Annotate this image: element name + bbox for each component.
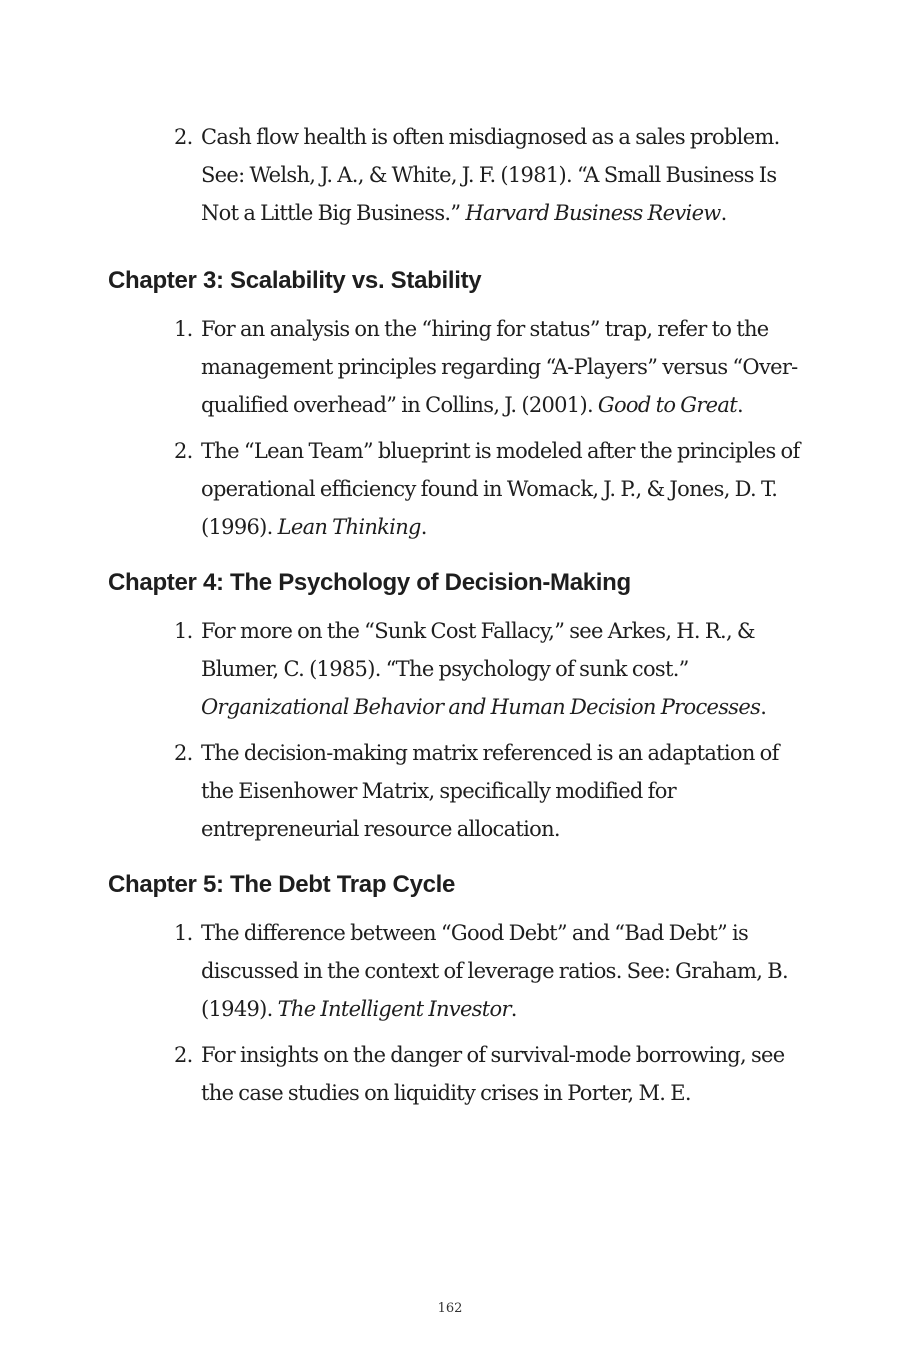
endnote-number: 1.: [174, 619, 193, 643]
chapter-notes-list: [108, 240, 808, 1112]
endnote-number: 2.: [174, 741, 193, 765]
chapter-section: [108, 554, 808, 848]
endnote-text: For insights on the danger of survival-mode borrowing, see the case studies on liquidity crises in Porter, M. E.: [201, 1043, 785, 1105]
endnote-text: Cash flow health is often misdiagnosed as a sales problem. See: Welsh, J. A., & White, J. F. (1981). “A Small Business Is Not a Little Big Business.”: [201, 125, 780, 225]
endnote-number: 2.: [174, 125, 193, 149]
endnote-number: 2.: [174, 439, 193, 463]
endnote-number: 1.: [174, 921, 193, 945]
chapter-heading: Chapter 3: Scalability vs. Stability: [108, 267, 482, 294]
endnote-number: 2.: [174, 1043, 193, 1067]
endnote-title-italic: Good to Great: [597, 393, 737, 417]
endnote-item: [174, 612, 801, 726]
endnote-item: [174, 432, 801, 546]
endnote-title-italic: The Intelligent Investor: [277, 997, 511, 1021]
page-number: 162: [437, 1301, 463, 1316]
endnote-item: [174, 914, 801, 1028]
endnote-text: .: [760, 695, 767, 719]
endnote-number: 1.: [174, 317, 193, 341]
endnote-text: For an analysis on the “hiring for status” trap, refer to the management principles regarding “A-Players” versus “Over-qualified overhead” in Collins, J. (2001).: [201, 317, 798, 417]
endnote-title-italic: Harvard Business Review: [465, 201, 721, 225]
chapter-heading: Chapter 4: The Psychology of Decision-Making: [108, 569, 631, 596]
endnotes-content: [108, 118, 808, 1120]
endnote-item: [174, 1036, 801, 1112]
endnote-text: .: [420, 515, 427, 539]
endnote-title-italic: Lean Thinking: [277, 515, 421, 539]
endnote-item: [174, 310, 801, 424]
endnote-text: .: [736, 393, 743, 417]
chapter-section: [108, 240, 808, 546]
endnote-text: .: [720, 201, 727, 225]
continued-notes: [108, 118, 808, 232]
endnote-title-italic: Organizational Behavior and Human Decision Processes: [201, 695, 761, 719]
chapter-section: [108, 856, 808, 1112]
chapter-heading: Chapter 5: The Debt Trap Cycle: [108, 871, 456, 898]
endnote-text: The difference between “Good Debt” and “Bad Debt” is discussed in the context of leverage ratios. See: Graham, B. (1949).: [201, 921, 788, 1021]
endnote-text: For more on the “Sunk Cost Fallacy,” see Arkes, H. R., & Blumer, C. (1985). “The psychology of sunk cost.”: [201, 619, 755, 681]
endnote-item: [174, 734, 801, 848]
endnote-item: [174, 118, 801, 232]
endnote-text: The decision-making matrix referenced is an adaptation of the Eisenhower Matrix, specifically modified for entrepreneurial resource allocation.: [201, 741, 779, 841]
endnote-text: The “Lean Team” blueprint is modeled after the principles of operational efficiency found in Womack, J. P., & Jones, D. T. (1996).: [201, 439, 800, 539]
endnote-text: .: [510, 997, 517, 1021]
